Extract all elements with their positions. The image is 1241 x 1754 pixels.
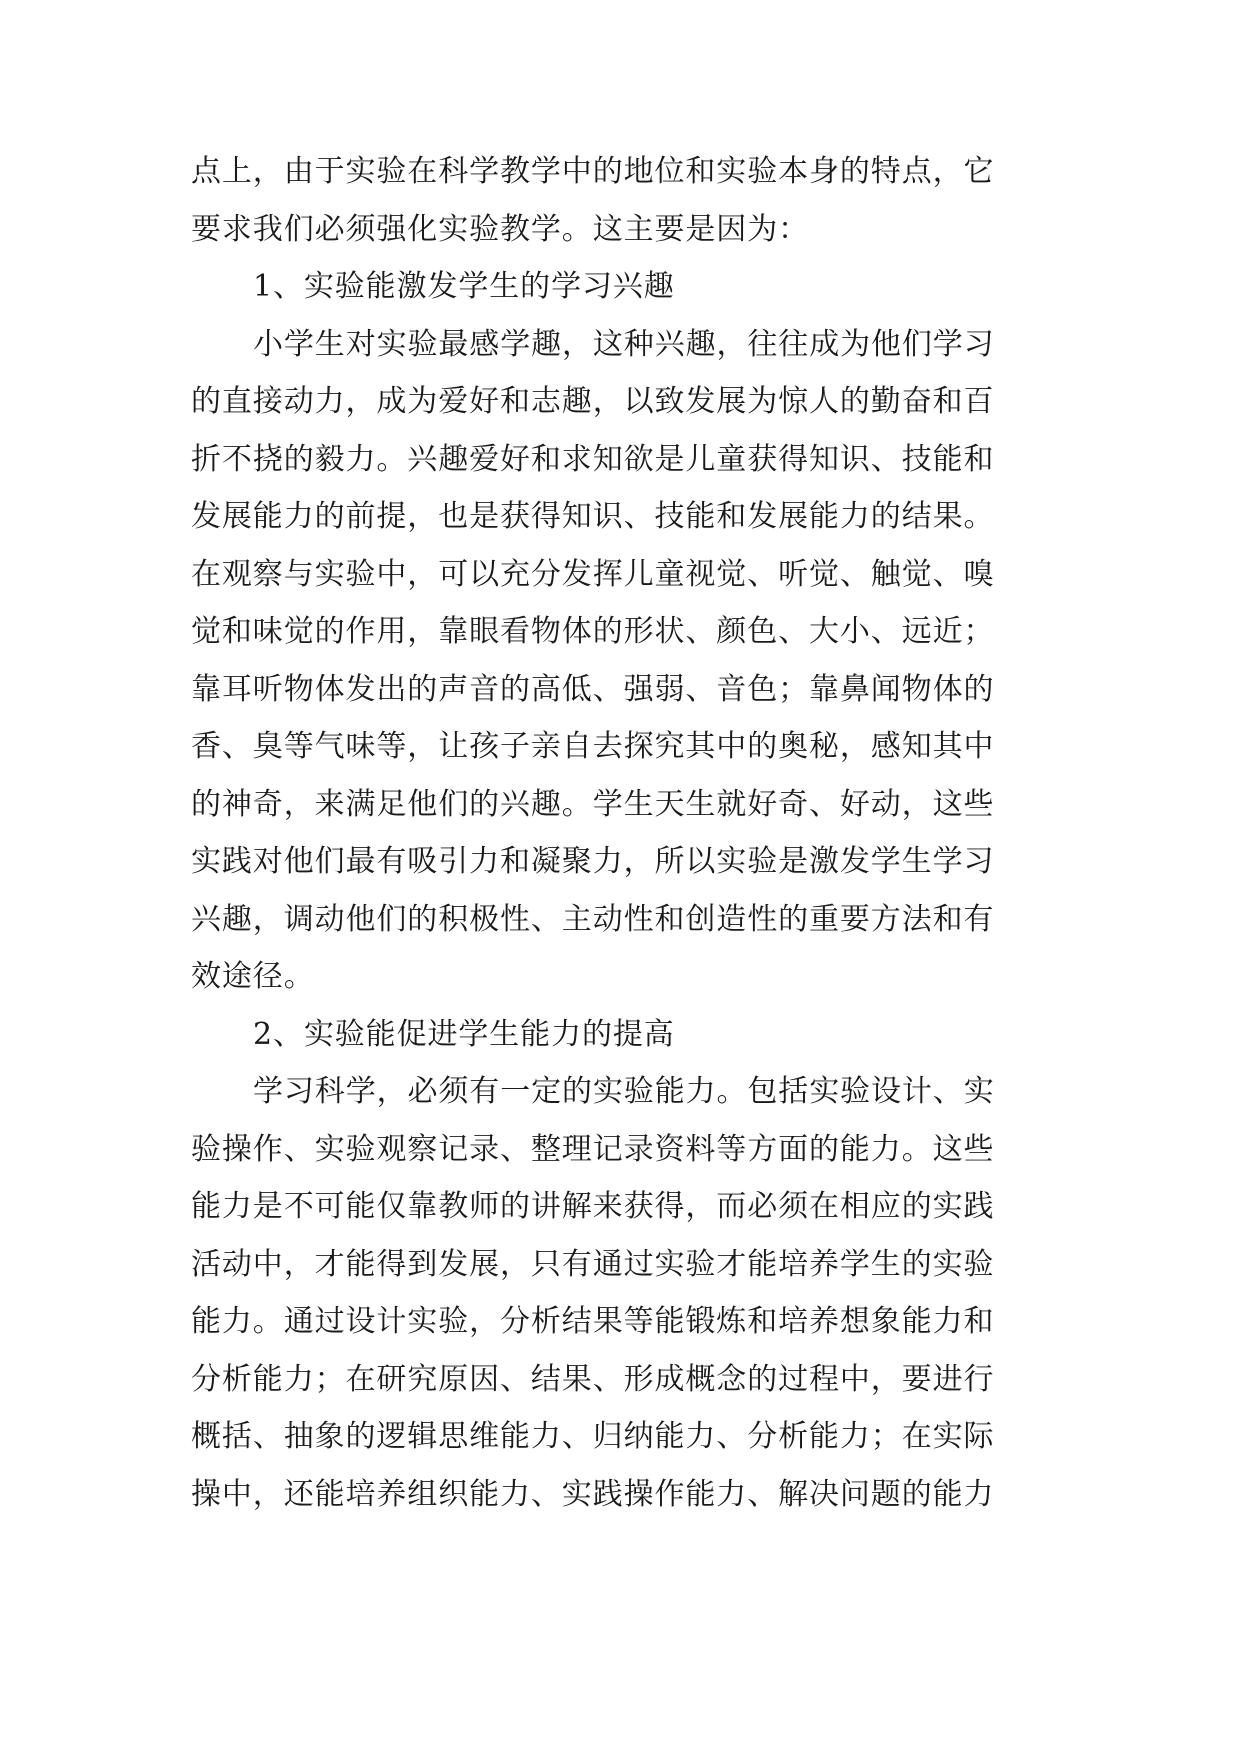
section-heading-1: 1、实验能激发学生的学习兴趣 xyxy=(253,269,675,304)
text-line: 折不挠的毅力。兴趣爱好和求知欲是儿童获得知识、技能和 xyxy=(191,441,995,477)
text-line: 概括、抽象的逻辑思维能力、归纳能力、分析能力；在实际 xyxy=(191,1419,995,1454)
text-line: 的直接动力，成为爱好和志趣，以致发展为惊人的勤奋和百 xyxy=(191,384,995,419)
text-line: 靠耳听物体发出的声音的高低、强弱、音色；靠鼻闻物体的 xyxy=(191,671,995,707)
section-heading-2: 2、实验能促进学生能力的提高 xyxy=(253,1016,675,1052)
text-line: 能力是不可能仅靠教师的讲解来获得，而必须在相应的实践 xyxy=(191,1189,995,1224)
document-body xyxy=(191,143,1051,1523)
paragraph-start: 小学生对实验最感学趣，这种兴趣，往往成为他们学习 xyxy=(253,326,995,362)
text-line: 能力。通过设计实验，分析结果等能锻炼和培养想象能力和 xyxy=(191,1304,995,1339)
text-line: 点上，由于实验在科学教学中的地位和实验本身的特点，它 xyxy=(191,154,995,189)
text-line: 的神奇，来满足他们的兴趣。学生天生就好奇、好动，这些 xyxy=(191,786,995,822)
text-line: 效途径。 xyxy=(191,959,315,994)
paragraph-start: 学习科学，必须有一定的实验能力。包括实验设计、实 xyxy=(253,1074,995,1109)
text-line: 实践对他们最有吸引力和凝聚力，所以实验是激发学生学习 xyxy=(191,844,995,879)
text-line: 兴趣，调动他们的积极性、主动性和创造性的重要方法和有 xyxy=(191,901,995,937)
text-line: 发展能力的前提，也是获得知识、技能和发展能力的结果。 xyxy=(191,499,995,534)
text-line: 分析能力；在研究原因、结果、形成概念的过程中，要进行 xyxy=(191,1361,995,1397)
text-line: 操中，还能培养组织能力、实践操作能力、解决问题的能力 xyxy=(191,1476,995,1512)
text-line: 要求我们必须强化实验教学。这主要是因为： xyxy=(191,211,809,247)
text-line: 活动中，才能得到发展，只有通过实验才能培养学生的实验 xyxy=(191,1246,995,1282)
text-line: 在观察与实验中，可以充分发挥儿童视觉、听觉、触觉、嗅 xyxy=(191,556,995,592)
text-line: 香、臭等气味等，让孩子亲自去探究其中的奥秘，感知其中 xyxy=(191,729,995,764)
text-line: 觉和味觉的作用，靠眼看物体的形状、颜色、大小、远近； xyxy=(191,614,995,649)
text-line: 验操作、实验观察记录、整理记录资料等方面的能力。这些 xyxy=(191,1131,995,1167)
